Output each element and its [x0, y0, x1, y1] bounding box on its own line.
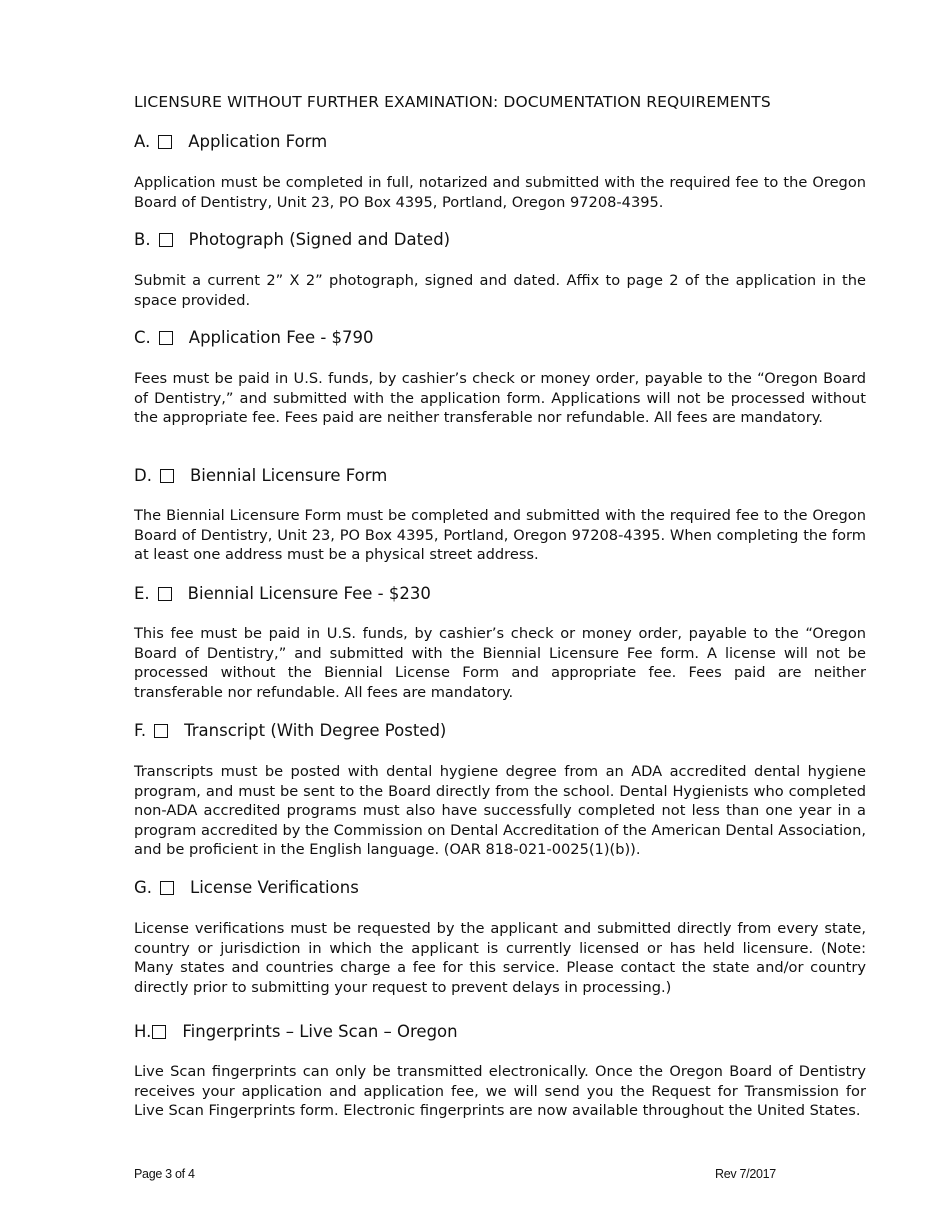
section-letter: G. [134, 878, 153, 897]
section-c-heading [134, 328, 374, 347]
section-h-checkbox[interactable] [152, 1025, 166, 1039]
section-h-body: Live Scan fingerprints can only be transmitted electronically. Once the Oregon Board of Dentistry receives your application and application fee, we will send you the Request for Transmission for Live Scan Fingerprints form. Electronic fingerprints are now available throughout the United States. [134, 1063, 866, 1120]
section-title: Transcript (With Degree Posted) [184, 721, 447, 740]
section-b-heading [134, 230, 450, 249]
section-g-body: License verifications must be requested by the applicant and submitted directly from every state, country or jurisdiction in which the applicant is currently licensed or has held licensure. (Note: Many states and countries charge a fee for this service. Please contact the state and/or country directly prior to submitting your request to prevent delays in processing.) [134, 920, 866, 996]
document-page [134, 0, 866, 1230]
section-title: License Verifications [190, 878, 359, 897]
section-c-body: Fees must be paid in U.S. funds, by cashier’s check or money order, payable to the “Oregon Board of Dentistry,” and submitted with the application form. Applications will not be processed without the appropriate fee. Fees paid are neither transferable nor refundable. All fees are mandatory. [134, 370, 866, 427]
section-a-checkbox[interactable] [158, 135, 172, 149]
section-e-checkbox[interactable] [158, 587, 172, 601]
section-title: Biennial Licensure Fee - $230 [187, 584, 431, 603]
revision-label: Rev 7/2017 [715, 1167, 776, 1181]
section-g-heading [134, 878, 359, 897]
section-f-body: Transcripts must be posted with dental hygiene degree from an ADA accredited dental hygiene program, and must be sent to the Board directly from the school. Dental Hygienists who completed non-ADA accredited programs must also have successfully completed not less than one year in a program accredited by the Commission on Dental Accreditation of the American Dental Association, and be proficient in the English language. (OAR 818-021-0025(1)(b)). [134, 763, 866, 859]
section-d-body: The Biennial Licensure Form must be completed and submitted with the required fee to the Oregon Board of Dentistry, Unit 23, PO Box 4395, Portland, Oregon 97208-4395. When completing the form at least one address must be a physical street address. [134, 507, 866, 564]
section-letter: A. [134, 132, 151, 151]
section-h-heading [134, 1022, 458, 1041]
section-d-checkbox[interactable] [160, 469, 174, 483]
section-letter: E. [134, 584, 150, 603]
section-f-checkbox[interactable] [154, 724, 168, 738]
section-b-checkbox[interactable] [159, 233, 173, 247]
section-title: Application Form [188, 132, 328, 151]
section-title: Fingerprints – Live Scan – Oregon [182, 1022, 458, 1041]
section-e-heading [134, 584, 431, 603]
section-g-checkbox[interactable] [160, 881, 174, 895]
page-title: LICENSURE WITHOUT FURTHER EXAMINATION: DOCUMENTATION REQUIREMENTS [134, 93, 771, 111]
section-title: Application Fee - $790 [188, 328, 374, 347]
section-c-checkbox[interactable] [159, 331, 173, 345]
section-letter: B. [134, 230, 151, 249]
section-e-body: This fee must be paid in U.S. funds, by cashier’s check or money order, payable to the “Oregon Board of Dentistry,” and submitted with the Biennial Licensure Fee form. A license will not be processed without the Biennial License Form and appropriate fee. Fees paid are neither transferable nor refundable. All fees are mandatory. [134, 625, 866, 701]
page-number: Page 3 of 4 [134, 1167, 195, 1181]
section-a-heading [134, 132, 327, 151]
section-letter: F. [134, 721, 147, 740]
section-b-body: Submit a current 2” X 2” photograph, signed and dated. Affix to page 2 of the application in the space provided. [134, 272, 866, 309]
section-d-heading [134, 466, 387, 485]
section-title: Biennial Licensure Form [189, 466, 388, 485]
section-title: Photograph (Signed and Dated) [188, 230, 451, 249]
section-a-body: Application must be completed in full, notarized and submitted with the required fee to the Oregon Board of Dentistry, Unit 23, PO Box 4395, Portland, Oregon 97208-4395. [134, 174, 866, 211]
section-letter: D. [134, 466, 152, 485]
section-letter: H. [134, 1022, 152, 1041]
section-letter: C. [134, 328, 151, 347]
section-f-heading [134, 721, 446, 740]
